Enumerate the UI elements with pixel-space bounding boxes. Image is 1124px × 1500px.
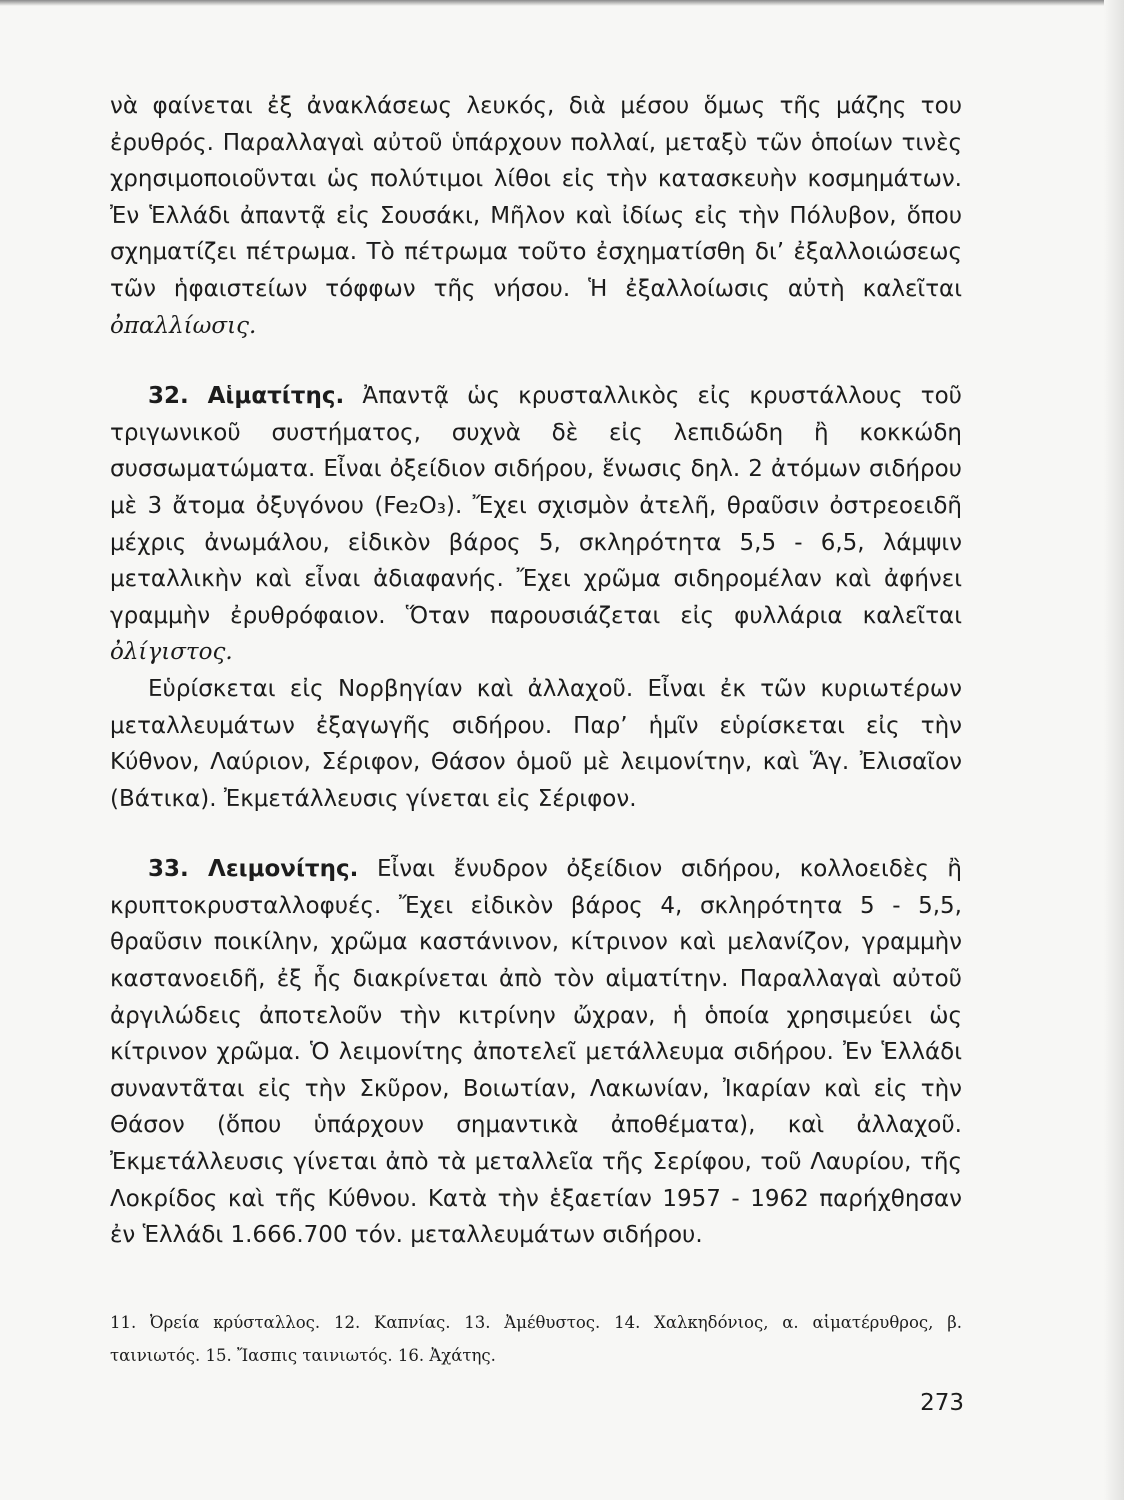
intro-text: νὰ φαίνεται ἐξ ἀνακλάσεως λευκός, διὰ μέσου ὅμως τῆς μάζης του ἐρυθρός. Παραλλαγαὶ αὐτοῦ ὑπάρχουν πολλαί, μεταξὺ τῶν ὁποίων τινὲς χρησιμοποιοῦνται ὡς πολύτιμοι λίθοι εἰς τὴν κατασκευὴν κοσμημάτων. Ἐν Ἑλλάδι ἀπαντᾷ εἰς Σουσάκι, Μῆλον καὶ ἰδίως εἰς τὴν Πόλυβον, ὅπου σχηματίζει πέτρωμα. Τὸ πέτρωμα τοῦτο ἐσχηματίσθη δι’ ἐξαλλοιώσεως τῶν ἡφαιστείων τόφφων τῆς νήσου. Ἡ ἐξαλλοίωσις αὐτὴ καλεῖται bbox=[110, 93, 962, 302]
footnotes bbox=[110, 1306, 962, 1372]
section-32-label: 32. Αἱματίτης. bbox=[148, 383, 345, 410]
footnote-text: 11. Ὀρεία κρύσταλλος. 12. Καπνίας. 13. Ἀμέθυστος. 14. Χαλκηδόνιος, α. αἱματέρυθρος, β. ταινιωτός. 15. Ἴασπις ταινιωτός. 16. Ἀχάτης. bbox=[110, 1313, 962, 1365]
page-top-shadow bbox=[0, 0, 1124, 6]
section-33-label: 33. Λειμονίτης. bbox=[148, 856, 359, 883]
section-32-paragraph-2: Εὑρίσκεται εἰς Νορβηγίαν καὶ ἀλλαχοῦ. Εἶναι ἐκ τῶν κυριωτέρων μεταλλευμάτων ἐξαγωγῆς σιδήρου. Παρ’ ἡμῖν εὑρίσκεται εἰς τὴν Κύθνον, Λαύριον, Σέριφον, Θάσον ὁμοῦ μὲ λειμονίτην, καὶ Ἅγ. Ἐλισαῖον (Βάτικα). Ἐκμετάλλευσις γίνεται εἰς Σέριφον. bbox=[110, 675, 962, 812]
page-edge-shadow bbox=[1104, 0, 1124, 1500]
page-number: 273 bbox=[920, 1390, 964, 1416]
intro-paragraph bbox=[110, 88, 962, 344]
section-32-text: Ἀπαντᾷ ὡς κρυσταλλικὸς εἰς κρυστάλλους τοῦ τριγωνικοῦ συστήματος, συχνὰ δὲ εἰς λεπιδώδη ἢ κοκκώδη συσσωματώματα. Εἶναι ὀξείδιον σιδήρου, ἕνωσις δηλ. 2 ἀτόμων σιδήρου μὲ 3 ἄτομα ὀξυγόνου (Fe₂O₃). Ἔχει σχισμὸν ἀτελῆ, θραῦσιν ὀστρεοειδῆ μέχρις ἀνωμάλου, εἰδικὸν βάρος 5, σκληρότητα 5,5 - 6,5, λάμψιν μεταλλικὴν καὶ εἶναι ἀδιαφανής. Ἔχει χρῶμα σιδηρομέλαν καὶ ἀφήνει γραμμὴν ἐρυθρόφαιον. Ὅταν παρουσιάζεται εἰς φυλλάρια καλεῖται bbox=[110, 383, 962, 629]
section-32-term: ὀλίγιστος. bbox=[110, 639, 233, 666]
section-33-paragraph bbox=[110, 851, 962, 1254]
section-33-text: Εἶναι ἔνυδρον ὀξείδιον σιδήρου, κολλοειδὲς ἢ κρυπτοκρυσταλλοφυές. Ἔχει εἰδικὸν βάρος 4, σκληρότητα 5 - 5,5, θραῦσιν ποικίλην, χρῶμα καστάνινον, κίτρινον καὶ μελανίζον, γραμμὴν καστανοειδῆ, ἐξ ἧς διακρίνεται ἀπὸ τὸν αἱματίτην. Παραλλαγαὶ αὐτοῦ ἀργιλώδεις ἀποτελοῦν τὴν κιτρίνην ὤχραν, ἡ ὁποία χρησιμεύει ὡς κίτρινον χρῶμα. Ὁ λειμονίτης ἀποτελεῖ μετάλλευμα σιδήρου. Ἐν Ἑλλάδι συναντᾶται εἰς τὴν Σκῦρον, Βοιωτίαν, Λακωνίαν, Ἰκαρίαν καὶ εἰς τὴν Θάσον (ὅπου ὑπάρχουν σημαντικὰ ἀποθέματα), καὶ ἀλλαχοῦ. Ἐκμετάλλευσις γίνεται ἀπὸ τὰ μεταλλεῖα τῆς Σερίφου, τοῦ Λαυρίου, τῆς Λοκρίδος καὶ τῆς Κύθνου. Κατὰ τὴν ἑξαετίαν 1957 - 1962 παρήχθησαν ἐν Ἑλλάδι 1.666.700 τόν. μεταλλευμάτων σιδήρου. bbox=[110, 856, 962, 1249]
intro-term: ὀπαλλίωσις. bbox=[110, 312, 257, 339]
main-text bbox=[110, 88, 962, 1254]
section-32-paragraph bbox=[110, 378, 962, 671]
